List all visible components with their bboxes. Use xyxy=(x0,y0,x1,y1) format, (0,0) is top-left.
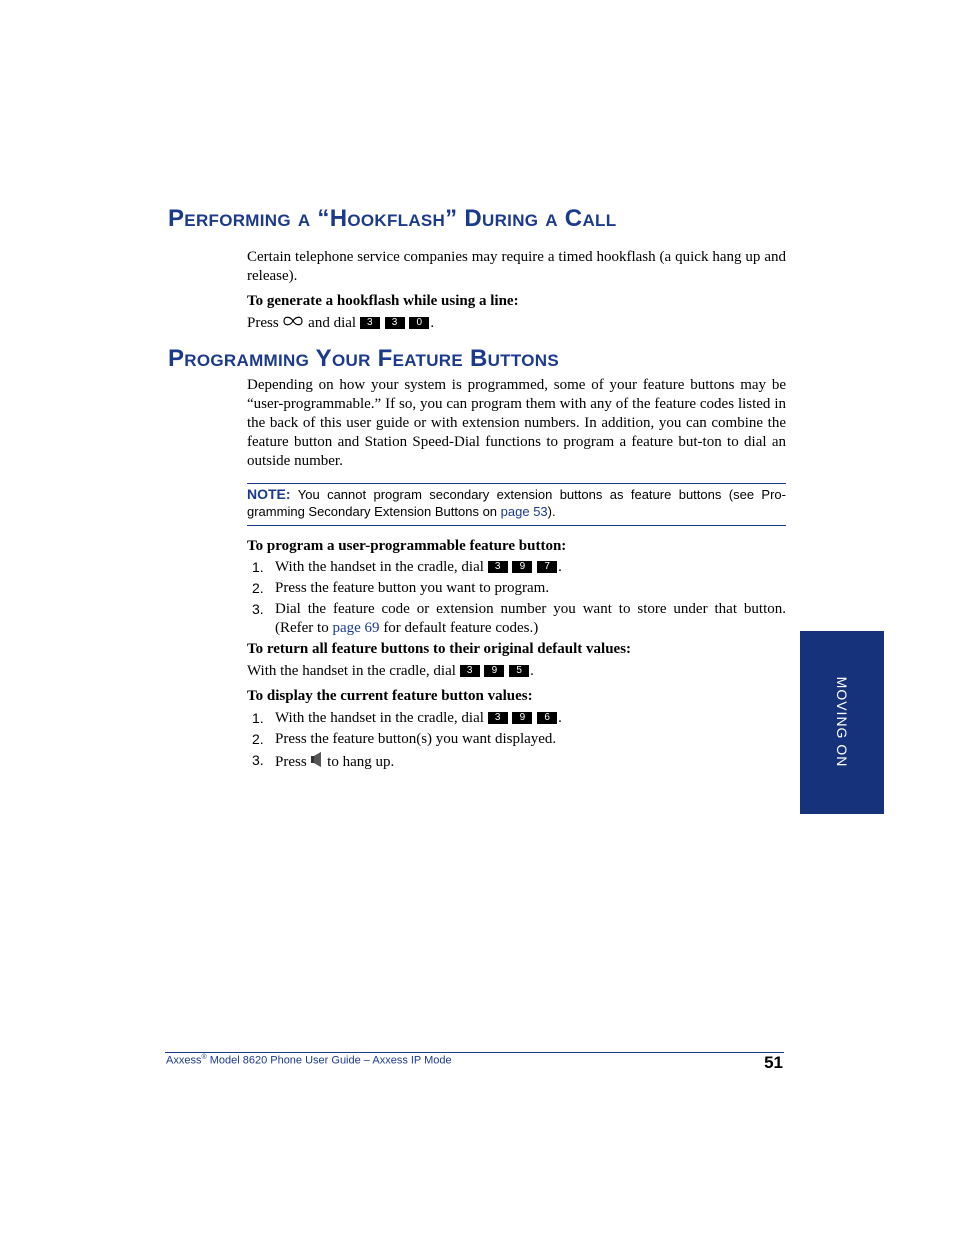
step-number: 3. xyxy=(252,601,264,617)
dial-key: 0 xyxy=(409,317,429,329)
dial-key: 3 xyxy=(488,561,508,573)
program-step-1 xyxy=(275,558,786,577)
step-text: Press xyxy=(275,753,307,770)
section-title-hookflash: Performing a “Hookflash” During a Call xyxy=(168,205,617,232)
program-procedure-title: To program a user-programmable feature button: xyxy=(247,538,567,554)
instruction-text: Press xyxy=(247,315,279,331)
reset-instruction xyxy=(247,662,534,681)
page-69-link[interactable]: page 69 xyxy=(332,620,380,636)
note-text: You cannot program secondary extension buttons as feature buttons (see Pro-gramming Secondary Extension Buttons on xyxy=(247,487,786,519)
section-title-programming: Programming Your Feature Buttons xyxy=(168,345,559,372)
note-bottom-rule xyxy=(247,525,786,526)
registered-mark: ® xyxy=(201,1054,207,1061)
footer-guide-title: Model 8620 Phone User Guide – Axxess IP Mode xyxy=(206,1054,452,1067)
dial-key: 6 xyxy=(537,712,557,724)
display-procedure-title: To display the current feature button values: xyxy=(247,688,533,704)
step-text: With the handset in the cradle, dial xyxy=(275,559,484,575)
reset-procedure-title: To return all feature buttons to their original default values: xyxy=(247,641,632,657)
footer-title xyxy=(166,1054,452,1067)
page-number: 51 xyxy=(764,1053,783,1072)
dial-key: 3 xyxy=(488,712,508,724)
note-top-rule xyxy=(247,483,786,484)
note-label: NOTE: xyxy=(247,486,291,502)
program-step-3 xyxy=(275,600,786,638)
step-number: 3. xyxy=(252,752,264,768)
step-number: 2. xyxy=(252,731,264,747)
dial-key: 9 xyxy=(512,712,532,724)
step-text: to hang up. xyxy=(327,753,395,770)
instruction-text: With the handset in the cradle, dial xyxy=(247,663,456,679)
display-step-3 xyxy=(275,751,786,774)
dial-key: 3 xyxy=(385,317,405,329)
dial-key: 9 xyxy=(512,561,532,573)
hookflash-instruction xyxy=(247,314,434,333)
step-text: Dial the feature code or extension number you want to store under that button. (Refer to xyxy=(275,601,786,636)
flash-button-icon xyxy=(282,314,304,333)
step-number: 1. xyxy=(252,710,264,726)
hookflash-intro: Certain telephone service companies may require a timed hookflash (a quick hang up and release). xyxy=(247,249,786,284)
dial-key: 7 xyxy=(537,561,557,573)
step-number: 2. xyxy=(252,580,264,596)
step-number: 1. xyxy=(252,559,264,575)
dial-key: 3 xyxy=(360,317,380,329)
hookflash-procedure-title: To generate a hookflash while using a line: xyxy=(247,293,519,309)
note-block xyxy=(247,486,786,520)
chapter-tab-label: MOVING ON xyxy=(834,676,850,768)
step-text: With the handset in the cradle, dial xyxy=(275,710,484,726)
display-step-1 xyxy=(275,709,786,728)
display-step-2: Press the feature button(s) you want displayed. xyxy=(275,731,557,747)
footer-rule xyxy=(165,1052,784,1053)
instruction-text: . xyxy=(530,663,534,679)
step-text: for default feature codes.) xyxy=(383,620,539,636)
instruction-text: and dial xyxy=(308,315,357,331)
speaker-icon xyxy=(310,751,323,774)
dial-key: 5 xyxy=(509,665,529,677)
dial-key: 9 xyxy=(484,665,504,677)
footer-brand: Axxess xyxy=(166,1054,202,1067)
program-step-2: Press the feature button you want to program. xyxy=(275,580,550,596)
note-text-end: ). xyxy=(547,504,556,519)
dial-key: 3 xyxy=(460,665,480,677)
chapter-side-tab xyxy=(800,631,884,814)
step-text: . xyxy=(558,559,562,575)
programming-intro: Depending on how your system is programmed, some of your feature buttons may be “user-programmable.” If so, you can program them with any of the feature codes listed in the back of this user guide or with extension numbers. In addition, you can combine the feature button and Station Speed-Dial functions to program a feature but-ton to dial an outside number. xyxy=(247,377,786,469)
step-text: . xyxy=(558,710,562,726)
instruction-text: . xyxy=(430,315,435,331)
page-53-link[interactable]: page 53 xyxy=(500,504,548,519)
